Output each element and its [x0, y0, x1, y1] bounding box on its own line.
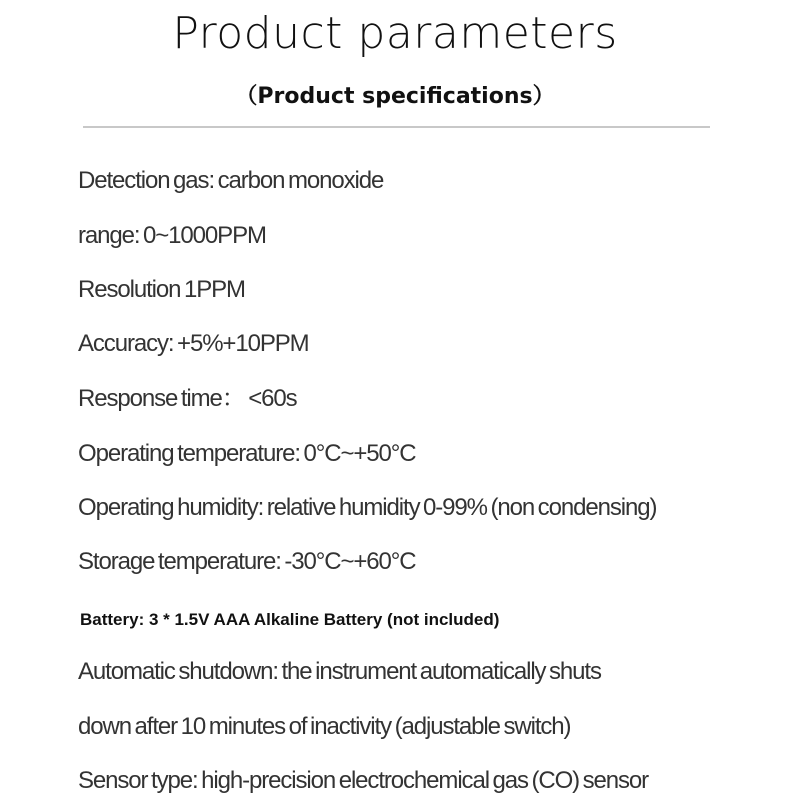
spec-range: range: 0~1000PPM [78, 222, 266, 249]
header-divider [83, 126, 710, 128]
spec-detection-gas: Detection gas: carbon monoxide [78, 167, 384, 194]
spec-resolution: Resolution 1PPM [78, 276, 245, 303]
spec-auto-shutdown-line1: Automatic shutdown: the instrument automatically shuts [78, 658, 601, 685]
spec-operating-humidity: Operating humidity: relative humidity 0-99% (non condensing) [78, 494, 657, 521]
page-subtitle: （Product specifications） [235, 84, 555, 109]
spec-accuracy: Accuracy: +5%+10PPM [78, 330, 309, 357]
spec-storage-temperature: Storage temperature: -30°C~+60°C [78, 548, 416, 575]
spec-operating-temperature: Operating temperature: 0°C~+50°C [78, 440, 416, 467]
spec-sensor-type: Sensor type: high-precision electrochemical gas (CO) sensor [78, 767, 649, 794]
spec-battery: Battery: 3 * 1.5V AAA Alkaline Battery (not included) [80, 610, 500, 629]
spec-response-time: Response time： <60s [78, 385, 297, 412]
spec-auto-shutdown-line2: down after 10 minutes of inactivity (adjustable switch) [78, 713, 571, 740]
page-title: Product parameters [172, 8, 618, 59]
